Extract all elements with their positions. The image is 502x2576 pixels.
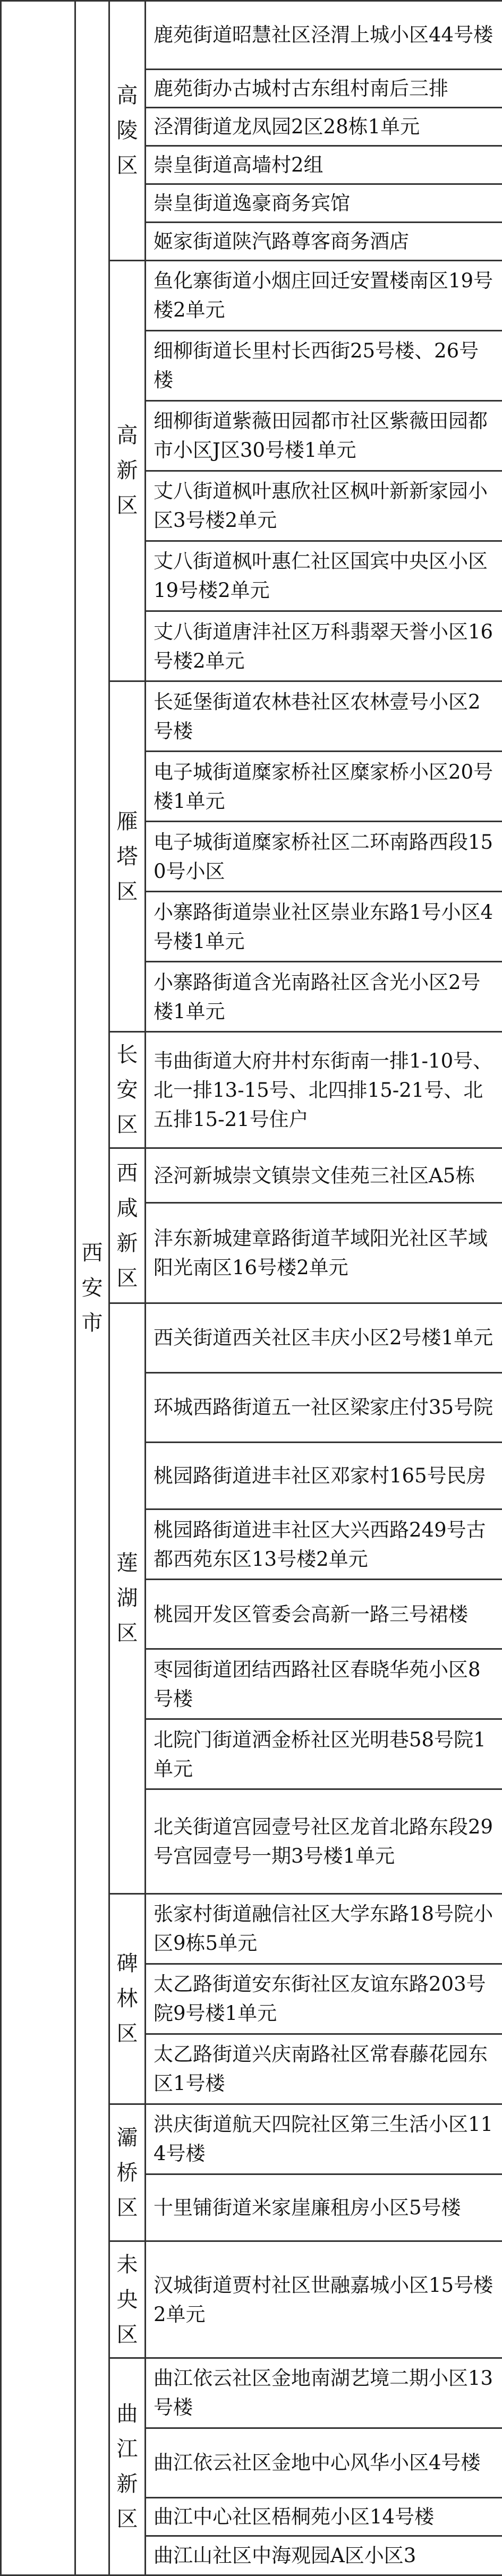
address-cell: 汉城街道贾村社区世融嘉城小区15号楼2单元 <box>146 2241 502 2358</box>
address-cell: 丈八街道枫叶惠仁社区国宾中央区小区19号楼2单元 <box>146 541 502 611</box>
district-name: 未央区 <box>116 2252 138 2347</box>
address-cell: 太乙路街道安东街社区友谊东路203号院9号楼1单元 <box>146 1964 502 2034</box>
address-cell: 崇皇街道高墙村2组 <box>146 146 502 184</box>
address-cell: 泾渭街道龙凤园2区28栋1单元 <box>146 107 502 146</box>
district-cell <box>109 1893 146 2104</box>
address-cell: 北院门街道洒金桥社区光明巷58号院1单元 <box>146 1719 502 1789</box>
address-cell: 鱼化寨街道小烟庄回迁安置楼南区19号楼2单元 <box>146 260 502 330</box>
district-name: 灞桥区 <box>116 2125 138 2220</box>
address-cell: 鹿苑街办古城村古东组村南后三排 <box>146 69 502 107</box>
district-name: 高陵区 <box>116 83 138 178</box>
address-cell: 曲江依云社区金地南湖艺境二期小区13号楼 <box>146 2358 502 2428</box>
district-cell <box>109 2104 146 2241</box>
address-cell: 十里铺街道米家崖廉租房小区5号楼 <box>146 2174 502 2241</box>
district-name: 长安区 <box>116 1043 138 1138</box>
address-cell: 细柳街道长里村长西街25号楼、26号楼 <box>146 330 502 400</box>
address-cell: 小寨路街道含光南路社区含光小区2号楼1单元 <box>146 962 502 1032</box>
address-cell: 桃园开发区管委会高新一路三号裙楼 <box>146 1580 502 1649</box>
address-cell: 小寨路街道崇业社区崇业东路1号小区4号楼1单元 <box>146 892 502 962</box>
table-row <box>1 1 502 70</box>
district-name: 雁塔区 <box>116 809 138 904</box>
address-cell: 桃园路街道进丰社区邓家村165号民房 <box>146 1442 502 1509</box>
district-cell <box>109 681 146 1032</box>
address-cell: 鹿苑街道昭慧社区泾渭上城小区44号楼 <box>146 1 502 70</box>
address-cell: 长延堡街道农林巷社区农林壹号小区2号楼 <box>146 681 502 752</box>
district-cell <box>109 2241 146 2358</box>
address-cell: 电子城街道糜家桥社区二环南路西段150号小区 <box>146 822 502 892</box>
address-cell: 电子城街道糜家桥社区糜家桥小区20号楼1单元 <box>146 752 502 822</box>
address-cell: 曲江依云社区金地中心风华小区4号楼 <box>146 2428 502 2497</box>
address-cell: 崇皇街道逸豪商务宾馆 <box>146 184 502 222</box>
district-cell <box>109 1032 146 1148</box>
district-name: 高新区 <box>116 423 138 518</box>
address-cell: 环城西路街道五一社区梁家庄付35号院 <box>146 1372 502 1442</box>
district-cell <box>109 2358 146 2575</box>
address-cell: 泾河新城崇文镇崇文佳苑三社区A5栋 <box>146 1148 502 1203</box>
address-cell: 曲江山社区中海观园A区小区3 <box>146 2536 502 2575</box>
address-cell: 北关街道宫园壹号社区龙首北路东段29号宫园壹号一期3号楼1单元 <box>146 1789 502 1893</box>
address-cell: 西关街道西关社区丰庆小区2号楼1单元 <box>146 1303 502 1372</box>
address-cell: 丈八街道枫叶惠欣社区枫叶新新家园小区3号楼2单元 <box>146 471 502 541</box>
address-cell: 张家村街道融信社区大学东路18号院小区9栋5单元 <box>146 1893 502 1964</box>
district-name: 莲湖区 <box>116 1551 138 1646</box>
district-cell <box>109 260 146 681</box>
address-cell: 太乙路街道兴庆南路社区常春藤花园东区1号楼 <box>146 2034 502 2104</box>
district-cell <box>109 1148 146 1303</box>
address-cell: 桃园路街道进丰社区大兴西路249号古都西苑东区13号楼2单元 <box>146 1509 502 1580</box>
city-cell <box>75 1 109 2575</box>
district-name: 西咸新区 <box>116 1161 138 1291</box>
address-cell: 枣园街道团结西路社区春晓华苑小区8号楼 <box>146 1649 502 1719</box>
district-name: 曲江新区 <box>116 2401 138 2531</box>
address-cell: 沣东新城建章路街道芊域阳光社区芊域阳光南区16号楼2单元 <box>146 1203 502 1303</box>
address-cell: 丈八街道唐沣社区万科翡翠天誉小区16号楼2单元 <box>146 611 502 681</box>
district-cell <box>109 1303 146 1893</box>
address-cell: 姬家街道陕汽路尊客商务酒店 <box>146 222 502 260</box>
city-name: 西安市 <box>81 1241 103 1335</box>
address-cell: 细柳街道紫薇田园都市社区紫薇田园都市小区J区30号楼1单元 <box>146 400 502 471</box>
district-name: 碑林区 <box>116 1951 138 2046</box>
blank-column <box>1 1 75 2575</box>
address-cell: 洪庆街道航天四院社区第三生活小区114号楼 <box>146 2104 502 2174</box>
address-cell: 曲江中心社区梧桐苑小区14号楼 <box>146 2497 502 2536</box>
address-cell: 韦曲街道大府井村东街南一排1-10号、北一排13-15号、北四排15-21号、北五排15-21号住户 <box>146 1032 502 1148</box>
district-cell <box>109 1 146 261</box>
